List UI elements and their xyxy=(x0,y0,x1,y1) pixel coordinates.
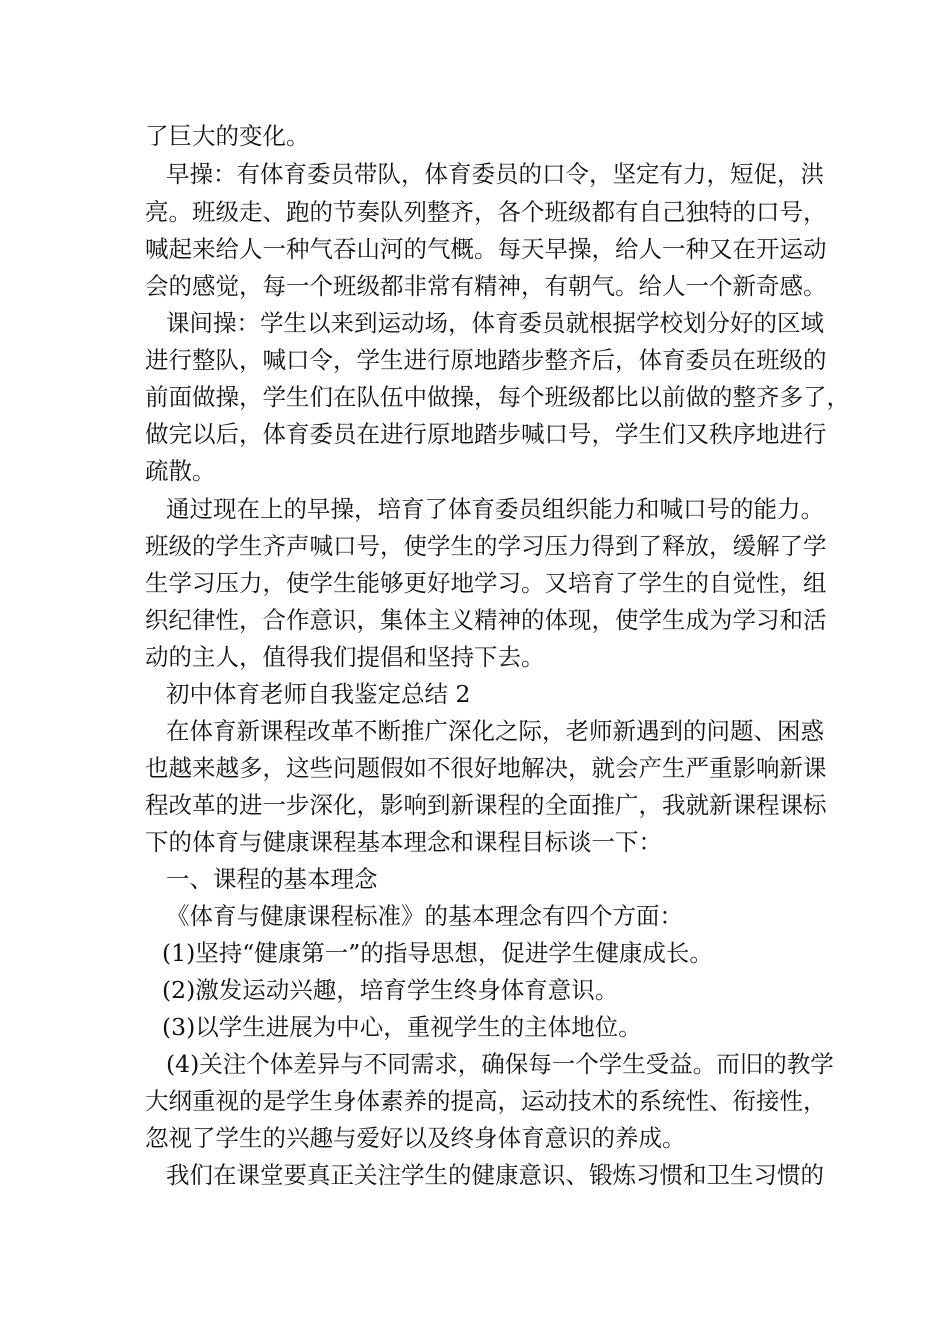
text-line: 《体育与健康课程标准》的基本理念有四个方面： xyxy=(166,902,683,930)
text-line: 进行整队，喊口令，学生进行原地踏步整齐后，体育委员在班级的 xyxy=(145,346,827,374)
text-line: 前面做操，学生们在队伍中做操，每个班级都比以前做的整齐多了， xyxy=(145,383,850,411)
list-item: (2)激发运动兴趣，培育学生终身体育意识。 xyxy=(162,976,619,1004)
text-line: 在体育新课程改革不断推广深化之际，老师新遇到的问题、困惑 xyxy=(166,717,824,745)
text-line: 亮。班级走、跑的节奏队列整齐，各个班级都有自己独特的口号， xyxy=(145,198,827,226)
text-line: 早操：有体育委员带队，体育委员的口令，坚定有力，短促，洪 xyxy=(166,160,824,188)
text-line: 程改革的进一步深化，影响到新课程的全面推广，我就新课程课标 xyxy=(145,791,827,819)
text-line: 我们在课堂要真正关注学生的健康意识、锻炼习惯和卫生习惯的 xyxy=(166,1161,824,1189)
text-line: 会的感觉，每一个班级都非常有精神，有朝气。给人一个新奇感。 xyxy=(145,272,827,300)
text-line: 大纲重视的是学生身体素养的提高，运动技术的系统性、衔接性， xyxy=(145,1087,827,1115)
text-line: 忽视了学生的兴趣与爱好以及终身体育意识的养成。 xyxy=(145,1124,686,1152)
subsection-heading: 一、课程的基本理念 xyxy=(166,865,378,893)
text-line: 下的体育与健康课程基本理念和课程目标谈一下： xyxy=(145,828,662,856)
text-line: 也越来越多，这些问题假如不很好地解决，就会产生严重影响新课 xyxy=(145,754,827,782)
list-item: (3)以学生进展为中心，重视学生的主体地位。 xyxy=(162,1013,642,1041)
list-item: (4)关注个体差异与不同需求，确保每一个学生受益。而旧的教学 xyxy=(166,1050,834,1078)
text-line: 疏散。 xyxy=(145,457,216,485)
text-line: 织纪律性，合作意识，集体主义精神的体现，使学生成为学习和活 xyxy=(145,606,827,634)
text-line: 班级的学生齐声喊口号，使学生的学习压力得到了释放，缓解了学 xyxy=(145,532,827,560)
text-line: 生学习压力，使学生能够更好地学习。又培育了学生的自觉性，组 xyxy=(145,569,827,597)
text-line: 课间操：学生以来到运动场，体育委员就根据学校划分好的区域 xyxy=(166,309,824,337)
list-item: (1)坚持“健康第一”的指导思想，促进学生健康成长。 xyxy=(162,939,713,967)
text-line: 通过现在上的早操，培育了体育委员组织能力和喊口号的能力。 xyxy=(166,495,824,523)
text-line: 动的主人，值得我们提倡和坚持下去。 xyxy=(145,643,545,671)
text-line: 了巨大的变化。 xyxy=(145,122,310,150)
text-line: 做完以后，体育委员在进行原地踏步喊口号，学生们又秩序地进行 xyxy=(145,420,827,448)
section-heading: 初中体育老师自我鉴定总结 2 xyxy=(166,680,471,708)
text-line: 喊起来给人一种气吞山河的气概。每天早操，给人一种又在开运动 xyxy=(145,235,827,263)
